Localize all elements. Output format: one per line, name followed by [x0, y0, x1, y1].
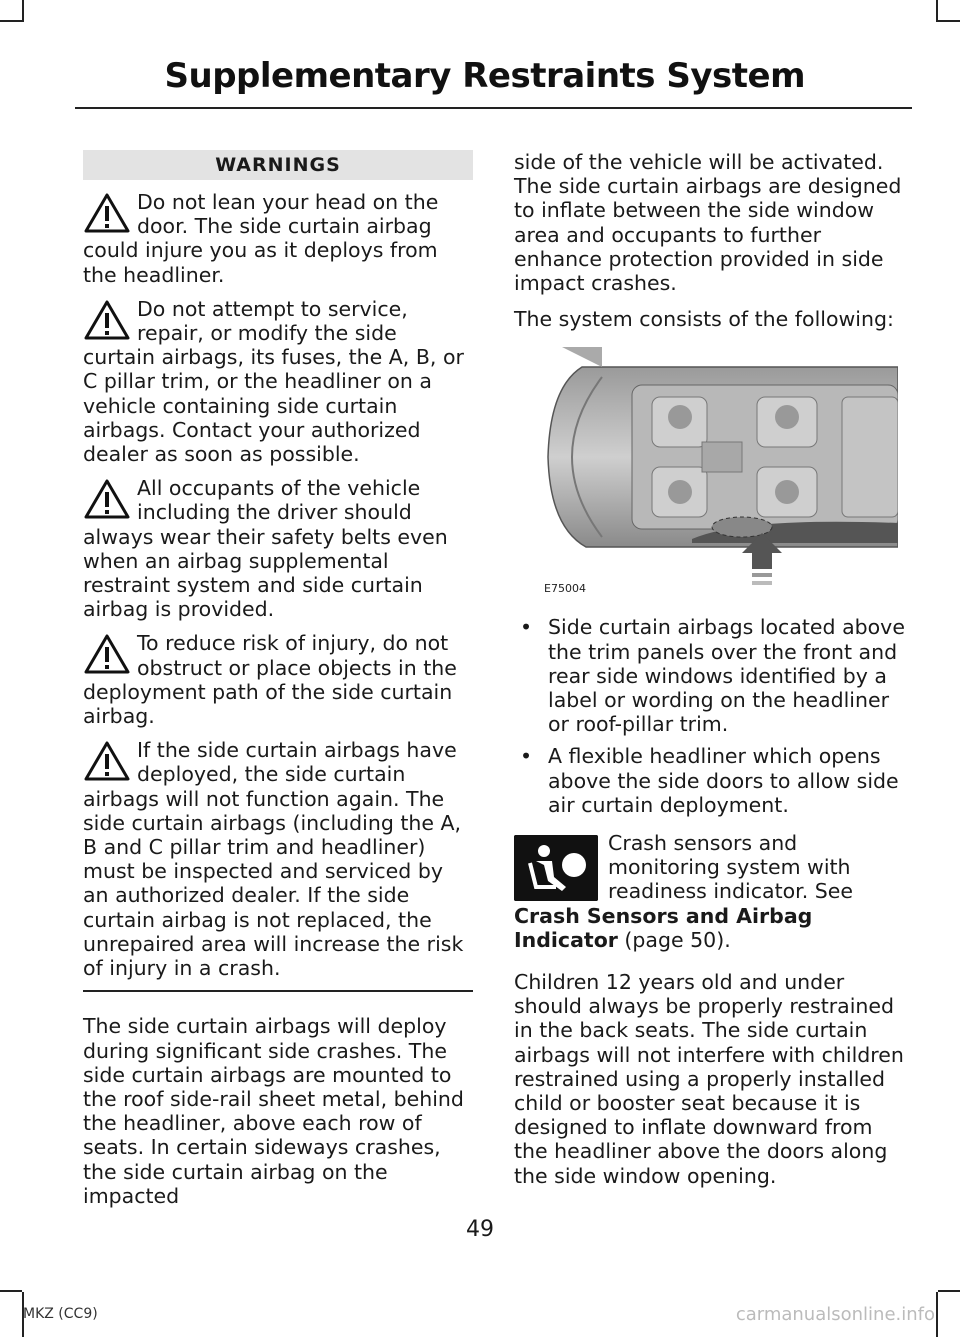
body-paragraph: side of the vehicle will be activated. The side curtain airbags are designed to inflate between the side window area and occupants to further enhance protection provided in side impact crashes. — [514, 150, 902, 296]
airbag-indicator-icon — [514, 835, 598, 901]
warning-text: To reduce risk of injury, do not obstruct or place objects in the deployment path of the side curtain airbag. — [83, 631, 457, 729]
left-column — [83, 150, 473, 1208]
warning-triangle-icon — [83, 478, 131, 522]
figure-code: E75004 — [544, 582, 586, 596]
crop-mark — [22, 0, 24, 22]
warning-triangle-icon — [83, 299, 131, 343]
body-paragraph: The system consists of the following: — [514, 307, 894, 332]
sensor-text: Crash sensors and monitoring system with readiness indicator. See — [608, 831, 853, 904]
warning-text: All occupants of the vehicle including the driver should always wear their safety belts even when an airbag supplemental restraint system and side curtain airbag is provided. — [83, 476, 448, 622]
component-list — [514, 615, 910, 817]
header-rule — [75, 107, 912, 109]
list-item-text: Side curtain airbags located above the trim panels over the front and rear side windows identified by a label or wording on the headliner or roof-pillar trim. — [548, 615, 905, 737]
warning-item — [83, 476, 473, 621]
warning-triangle-icon — [83, 740, 131, 784]
body-paragraph: Children 12 years old and under should always be properly restrained in the back seats. The side curtain airbags will not interfere with children restrained using a properly installed child or booster seat because it is designed to inflate downward from the headliner above the doors along the side window opening. — [514, 970, 904, 1188]
crop-mark — [938, 20, 960, 22]
page-title: Supplementary Restraints System — [164, 56, 805, 96]
warning-item — [83, 631, 473, 728]
vehicle-airbag-illustration — [542, 347, 898, 597]
warning-item — [83, 738, 473, 980]
list-item-text: A flexible headliner which opens above the side doors to allow side air curtain deployment. — [548, 744, 899, 817]
warning-triangle-icon — [83, 633, 131, 677]
warning-item — [83, 297, 473, 466]
crop-mark — [0, 1290, 22, 1292]
body-paragraph: The side curtain airbags will deploy during significant side crashes. The side curtain airbags are mounted to the roof side-rail sheet metal, behind the headliner, above each row of seats. In certain sideways crashes, the side curtain airbag on the impacted — [83, 1014, 464, 1208]
warning-text: Do not attempt to service, repair, or modify the side curtain airbags, its fuses, the A, B, or C pillar trim, or the headliner on a vehicle containing side curtain airbags. Contact your authorized dealer as soon as possible. — [83, 296, 464, 467]
page-reference: (page 50). — [617, 927, 731, 952]
cross-reference-link[interactable]: Crash Sensors and Airbag Indicator — [514, 903, 813, 952]
right-column — [514, 150, 910, 1188]
crop-mark — [936, 1292, 938, 1337]
warning-text: If the side curtain airbags have deployed, the side curtain airbags will not function again. The side curtain airbags (including the A, B and C pillar trim and headliner) must be inspected and serviced by an authorized dealer. If the side curtain airbag is not replaced, the unrepaired area will increase the risk of injury in a crash. — [83, 738, 464, 981]
crop-mark — [938, 1290, 960, 1292]
crop-mark — [0, 20, 22, 22]
footer-model-code: MKZ (CC9) — [23, 1306, 98, 1322]
warning-text: Do not lean your head on the door. The side curtain airbag could injure you as it deploys from the headliner. — [83, 190, 439, 287]
bullet-icon: • — [520, 615, 533, 640]
watermark: carmanualsonline.info — [735, 1304, 935, 1325]
sensor-item — [514, 831, 910, 952]
warning-triangle-icon — [83, 192, 131, 236]
warning-item — [83, 190, 473, 287]
page-number: 49 — [466, 1217, 494, 1242]
car-top-view-image — [542, 347, 898, 597]
crop-mark — [936, 0, 938, 22]
warnings-heading: WARNINGS — [83, 150, 473, 180]
warnings-end-rule — [83, 990, 473, 992]
bullet-icon: • — [520, 744, 533, 769]
list-item — [514, 744, 910, 817]
list-item — [514, 615, 910, 736]
